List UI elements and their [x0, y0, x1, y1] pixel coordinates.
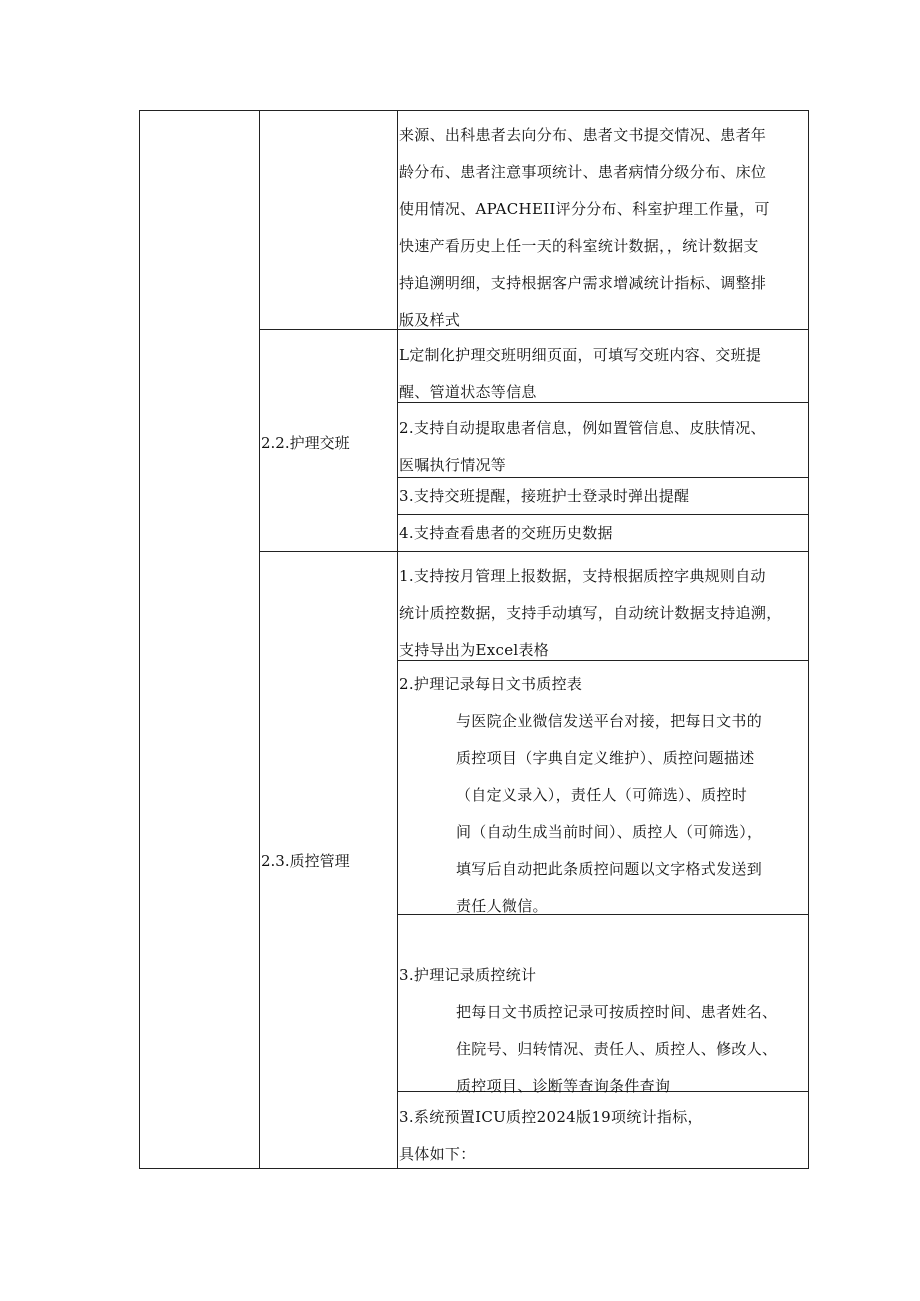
column-divider-1: [259, 111, 260, 1168]
text-line: 1.支持按月管理上报数据，支持根据质控字典规则自动: [399, 567, 766, 585]
text-line: 3.护理记录质控统计: [399, 966, 537, 984]
section-label-quality: 2.3.质控管理: [261, 852, 350, 870]
text-line: 间（自动生成当前时间）、质控人（可筛选），: [456, 823, 763, 841]
handover-item-4: [399, 521, 809, 545]
handover-item-3: [399, 484, 809, 508]
handover-item-1: [399, 337, 809, 411]
text-line: 2.支持自动提取患者信息，例如置管信息、皮肤情况、: [399, 419, 766, 437]
text-line: 龄分布、患者注意事项统计、患者病情分级分布、床位: [399, 163, 767, 181]
row-divider-quality-start: [259, 551, 808, 552]
quality-item-1: [399, 558, 809, 669]
text-line: 快速产看历史上任一天的科室统计数据，，统计数据支: [399, 237, 759, 255]
continued-statistics-text: [399, 117, 809, 339]
document-table: [139, 110, 809, 1169]
quality-item-2: [399, 666, 809, 925]
handover-item-2: [399, 410, 809, 484]
text-line: 版及样式: [399, 311, 461, 329]
text-line: 使用情况、APACHEII评分分布、科室护理工作量，可: [399, 200, 770, 218]
text-line: 来源、出科患者去向分布、患者文书提交情况、患者年: [399, 126, 767, 144]
text-line: 住院号、归转情况、责任人、质控人、修改人、: [456, 1040, 778, 1058]
text-line: 把每日文书质控记录可按质控时间、患者姓名、: [456, 1003, 778, 1021]
text-line: 持追溯明细，支持根据客户需求增减统计指标、调整排: [399, 274, 767, 292]
text-line: 2.护理记录每日文书质控表: [399, 675, 583, 693]
text-line: L定制化护理交班明细页面，可填写交班内容、交班提: [399, 346, 762, 364]
text-line: 统计质控数据，支持手动填写，自动统计数据支持追溯，: [399, 604, 782, 622]
text-line: 与医院企业微信发送平台对接，把每日文书的: [456, 712, 763, 730]
section-label-handover: 2.2.护理交班: [261, 434, 350, 452]
text-line: 醒、管道状态等信息: [399, 383, 537, 401]
quality-item-4: [399, 1099, 809, 1173]
text-line: （自定义录入），责任人（可筛选）、质控时: [456, 786, 748, 804]
text-line: 医嘱执行情况等: [399, 456, 507, 474]
text-line: 填写后自动把此条质控问题以文字格式发送到: [456, 860, 763, 878]
column-divider-2: [397, 111, 398, 1168]
quality-item-3: [399, 957, 809, 1105]
text-line: 具体如下：: [399, 1145, 476, 1163]
text-line: 4.支持查看患者的交班历史数据: [399, 524, 613, 542]
text-line: 3.支持交班提醒，接班护士登录时弹出提醒: [399, 487, 690, 505]
text-line: 责任人微信。: [456, 897, 548, 915]
text-line: 质控项目（字典自定义维护）、质控问题描述: [456, 749, 755, 767]
text-line: 支持导出为Excel表格: [399, 641, 550, 659]
row-divider-handover-3: [397, 514, 808, 515]
text-line: 质控项目、诊断等查询条件查询: [456, 1077, 671, 1095]
text-line: 3.系统预置ICU质控2024版19项统计指标，: [399, 1108, 703, 1126]
